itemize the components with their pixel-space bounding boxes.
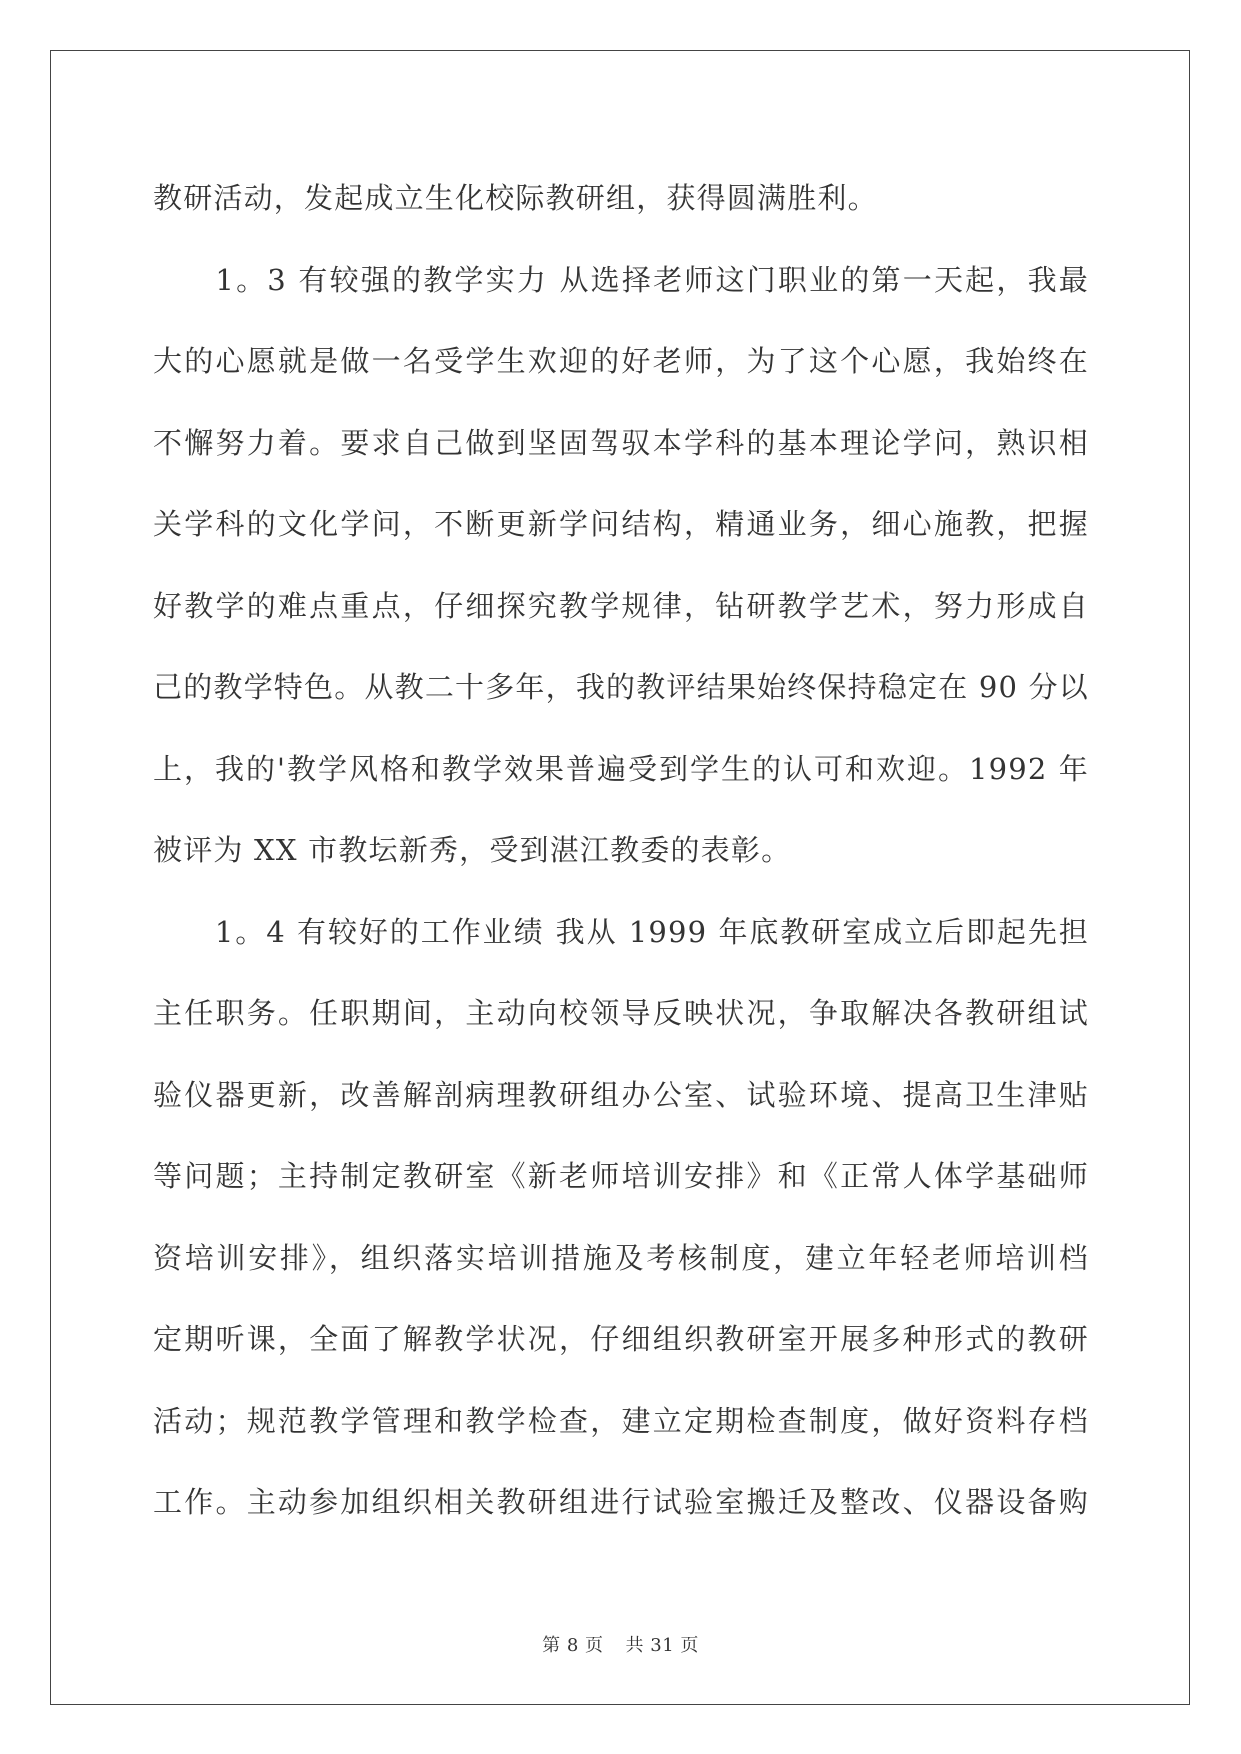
text-line-10: 1。4 有较好的工作业绩 我从 1999 年底教研室成立后即起先担 bbox=[214, 914, 1089, 949]
text-line-16: 活动；规范教学管理和教学检查，建立定期检查制度，做好资料存档 bbox=[153, 1403, 1089, 1438]
text-line-12: 验仪器更新，改善解剖病理教研组办公室、试验环境、提高卫生津贴 bbox=[153, 1077, 1089, 1112]
text-line-3: 大的心愿就是做一名受学生欢迎的好老师，为了这个心愿，我始终在 bbox=[153, 344, 1089, 378]
text-line-11: 主任职务。任职期间，主动向校领导反映状况，争取解决各教研组试 bbox=[153, 996, 1089, 1030]
text-line-7: 己的教学特色。从教二十多年，我的教评结果始终保持稳定在 90 分以 bbox=[153, 670, 1089, 704]
page-footer bbox=[0, 1631, 1241, 1657]
document-body bbox=[153, 158, 1089, 1544]
text-line-15: 定期听课，全面了解教学状况，仔细组织教研室开展多种形式的教研 bbox=[153, 1322, 1089, 1356]
text-line-13: 等问题；主持制定教研室《新老师培训安排》和《正常人体学基础师 bbox=[153, 1159, 1089, 1193]
text-line-14: 资培训安排》，组织落实培训措施及考核制度，建立年轻老师培训档 bbox=[153, 1240, 1089, 1275]
page-total: 共 31 页 bbox=[625, 1635, 699, 1656]
text-line-9: 被评为 XX 市教坛新秀，受到湛江教委的表彰。 bbox=[153, 833, 792, 867]
text-line-6: 好教学的难点重点，仔细探究教学规律，钻研教学艺术，努力形成自 bbox=[153, 588, 1089, 623]
text-line-17: 工作。主动参加组织相关教研组进行试验室搬迁及整改、仪器设备购 bbox=[153, 1485, 1089, 1519]
text-line-2: 1。3 有较强的教学实力 从选择老师这门职业的第一天起，我最 bbox=[153, 262, 1089, 297]
text-line-8: 上，我的'教学风格和教学效果普遍受到学生的认可和欢迎。1992 年 bbox=[153, 751, 1089, 786]
text-line-1: 教研活动，发起成立生化校际教研组，获得圆满胜利。 bbox=[153, 181, 878, 215]
text-line-4: 不懈努力着。要求自己做到坚固驾驭本学科的基本理论学问，熟识相 bbox=[153, 425, 1089, 460]
text-line-5: 关学科的文化学问，不断更新学问结构，精通业务，细心施教，把握 bbox=[153, 507, 1089, 541]
page-number: 第 8 页 bbox=[542, 1635, 604, 1656]
